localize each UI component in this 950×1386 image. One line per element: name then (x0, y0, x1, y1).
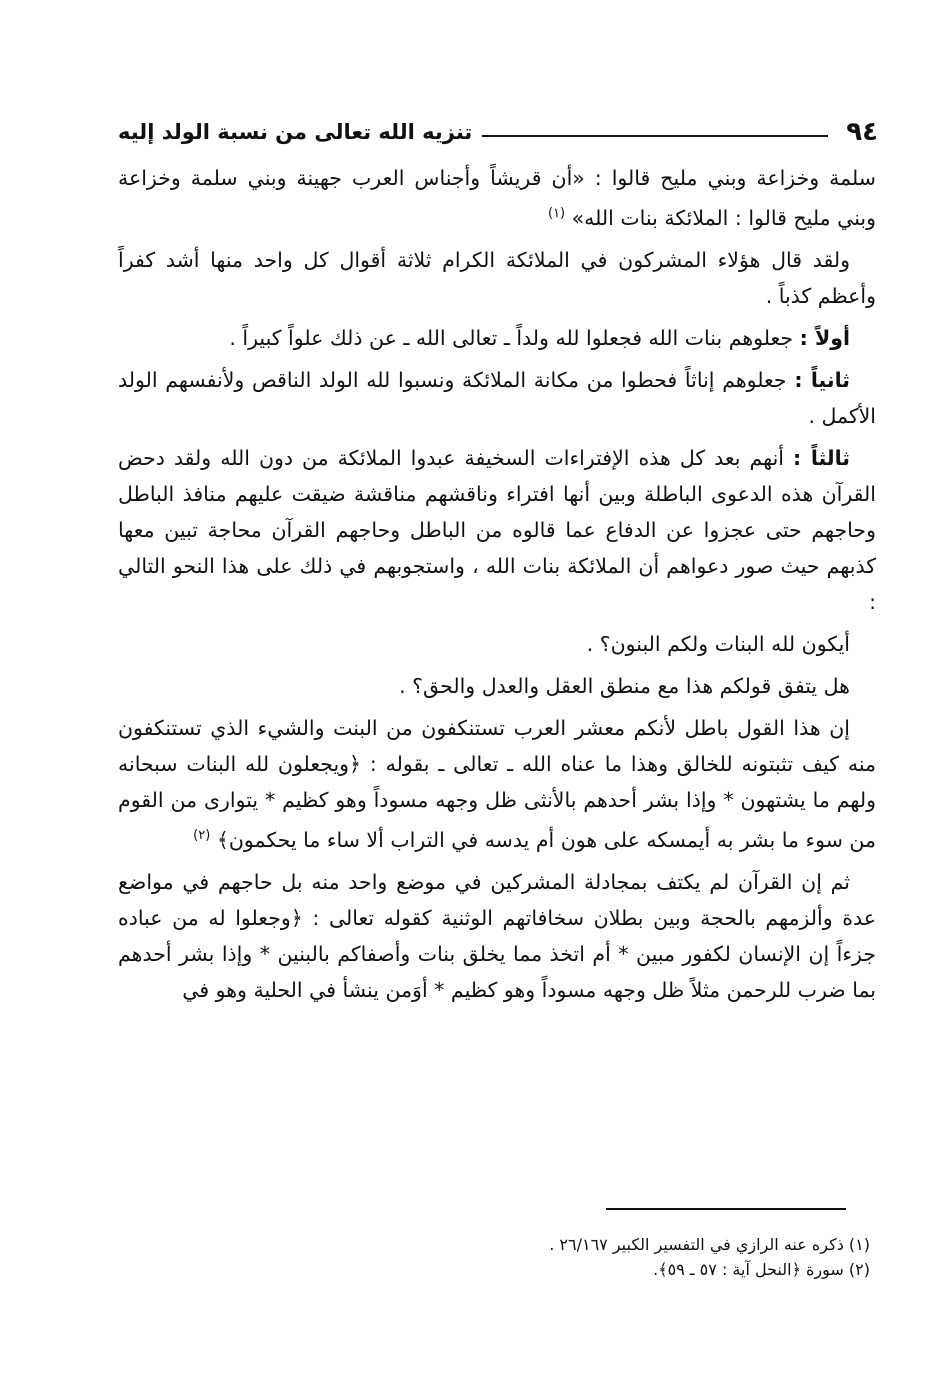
paragraph (118, 710, 876, 858)
page-number: ٩٤ (846, 117, 878, 147)
paragraph-text: إن هذا القول باطل لأنكم معشر العرب تستنكفون من البنت والشيء الذي تستنكفون منه كيف تثبتونه للخالق وهذا ما عناه الله ـ تعالى ـ بقوله : ﴿ويجعلون لله البنات سبحانه ولهم ما يشتهون * وإذا بشر أحدهم بالأنثى ظل وجهه مسوداً وهو كظيم * يتوارى من القوم من سوء ما بشر به أيمسكه على هون أم يدسه في التراب ألا ساء ما يحكمون﴾ (118, 715, 876, 852)
paragraph-text: ثم إن القرآن لم يكتف بمجادلة المشركين في موضع واحد منه بل حاجهم في مواضع عدة وألزمهم بالحجة وبين بطلان سخافاتهم الوثنية كقوله تعالى : ﴿وجعلوا له من عباده جزءاً إن الإنسان لكفور مبين * أم اتخذ مما يخلق بنات وأصفاكم بالبنين * وإذا بشر أحدهم بما ضرب للرحمن مثلاً ظل وجهه مسوداً وهو كظيم * أوَمن ينشأ في الحلية وهو في (118, 869, 876, 1002)
paragraph-text: ولقد قال هؤلاء المشركون في الملائكة الكرام ثلاثة أقوال كل واحد منها أشد كفراً وأعظم كذباً . (118, 247, 876, 308)
paragraph (118, 864, 876, 1008)
paragraph-lead: أولاً : (799, 325, 850, 350)
footnotes (118, 1232, 870, 1282)
paragraph-text: جعلوهم بنات الله فجعلوا لله ولداً ـ تعالى الله ـ عن ذلك علواً كبيراً . (229, 325, 794, 350)
body-text (118, 160, 876, 1014)
page-header (118, 112, 878, 152)
paragraph-text: أنهم بعد كل هذه الإفتراءات السخيفة عبدوا الملائكة من دون الله ولقد دحض القرآن هذه الدعوى الباطلة وبين أنها افتراء وناقشهم مناقشة ضيقت عليهم منافذ الباطل وحاجهم حتى عجزوا عن الدفاع عما قالوه من الباطل وحاجهم القرآن محاجة تبين معها كذبهم حيث صور دعواهم أن الملائكة بنات الله ، واستجوبهم في ذلك على هذا النحو التالي : (118, 445, 876, 614)
paragraph-text: سلمة وخزاعة وبني مليح قالوا : «أن قريشاً وأجناس العرب جهينة وبني سلمة وخزاعة وبني مليح قالوا : الملائكة بنات الله» (118, 166, 876, 230)
paragraph (118, 242, 876, 314)
paragraph (118, 160, 876, 236)
paragraph-lead: ثالثاً : (793, 445, 850, 470)
footnote-rule (606, 1208, 846, 1210)
paragraph (118, 320, 876, 356)
paragraph-text: هل يتفق قولكم هذا مع منطق العقل والعدل والحق؟ . (399, 673, 850, 698)
header-rule (482, 135, 828, 137)
footnote-ref: (٢) (193, 827, 211, 843)
paragraph (118, 626, 876, 662)
paragraph-lead: ثانياً : (794, 367, 850, 392)
footnote-ref: (١) (547, 206, 566, 221)
footnote: (٢) سورة ﴿النحل آية : ٥٧ ـ ٥٩﴾. (653, 1260, 870, 1279)
paragraph-text: أيكون لله البنات ولكم البنون؟ . (586, 631, 850, 656)
paragraph-text: جعلوهم إناثاً فحطوا من مكانة الملائكة ونسبوا لله الولد الناقص ولأنفسهم الولد الأكمل . (118, 367, 876, 428)
running-title: تنزيه الله تعالى من نسبة الولد إليه (118, 120, 473, 144)
paragraph (118, 668, 876, 704)
footnote: (١) ذكره عنه الرازي في التفسير الكبير ٢٦/١٦٧ . (549, 1235, 870, 1254)
paragraph (118, 440, 876, 620)
paragraph (118, 362, 876, 434)
